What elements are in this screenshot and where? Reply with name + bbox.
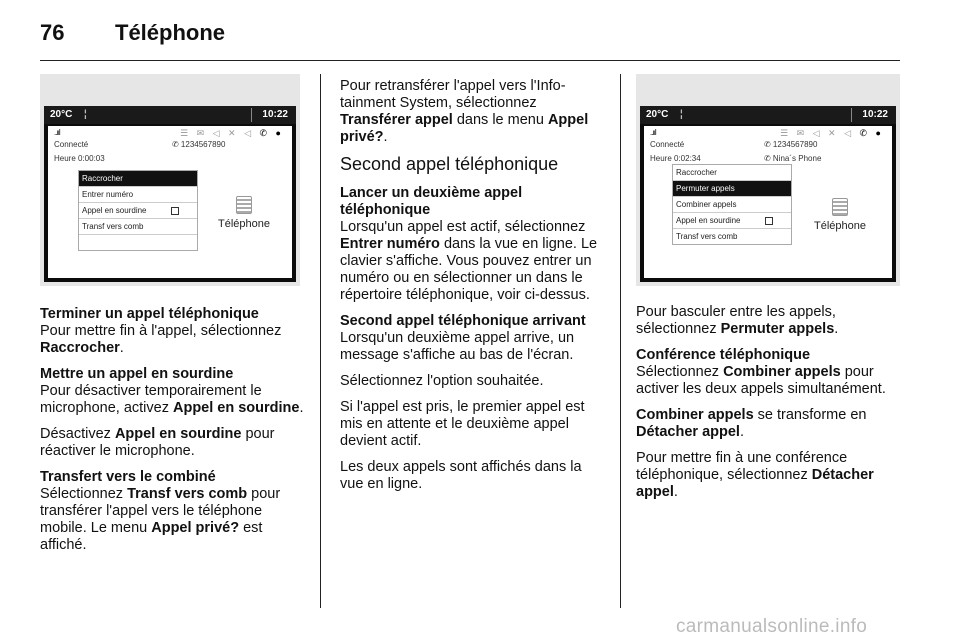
paragraph: Sélectionnez Transf vers comb pour transférer l'appel vers le téléphone mobile. Le menu Appel privé? est affiché. [40,486,281,553]
paragraph: Pour retransférer l'appel vers l'Info-tainment System, sélectionnez Transférer appel dans le menu Appel privé?. [340,78,589,145]
status-bar [640,106,896,124]
phone-icon [832,198,848,216]
watermark: carmanualsonline.info [676,616,868,637]
section-title: Second appel téléphonique [340,154,559,174]
paragraph: Pour mettre fin à une conférence téléphonique, sélectionnez Détacher appel. [636,450,874,500]
paragraph: Les deux appels sont affichés dans la vue en ligne. [340,459,582,492]
temperature: 20°C [646,109,669,120]
connection-status: Connecté [650,140,685,149]
call-panel [644,126,892,278]
page-title: Téléphone [115,20,226,45]
separator-icon: ¦ [680,109,683,120]
phone-label: Téléphone [814,220,866,232]
connection-status: Connecté [54,140,89,149]
menu-item-entrer-numero[interactable]: Entrer numéro [79,187,197,203]
paragraph: Sélectionnez Combiner appels pour activer les deux appels simultanément. [636,364,886,397]
menu-item-label: Appel en sourdine [82,206,147,215]
menu-item-combiner[interactable]: Combiner appels [673,197,791,213]
temperature: 20°C [50,109,73,120]
screenshot-second-call [636,74,900,286]
status-icons: ☰ ✉ ◁ ✕ ◁ ✆ ● [180,128,284,138]
menu-item-transf-comb[interactable]: Transf vers comb [676,232,738,241]
menu-item-raccrocher[interactable]: Raccrocher [673,165,791,181]
heading-transfert: Transfert vers le combiné [40,469,216,485]
clock: 10:22 [262,109,288,120]
column-2 [340,78,608,502]
call-menu [672,164,792,245]
caller-number: ✆ 1234567890 [764,140,818,149]
menu-item-empty [79,235,197,250]
menu-item-sourdine[interactable] [79,203,197,219]
paragraph: Pour basculer entre les appels, sélectionnez Permuter appels. [636,304,839,337]
separator [851,108,852,122]
separator-icon: ¦ [84,109,87,120]
call-duration: Heure 0:00:03 [54,154,105,163]
column-divider [620,74,621,608]
page-number: 76 [40,20,65,45]
header-rule [40,60,900,61]
paragraph: Sélectionnez l'option souhaitée. [340,373,544,389]
caller-number: ✆ 1234567890 [172,140,226,149]
separator [251,108,252,122]
status-icons: ☰ ✉ ◁ ✕ ◁ ✆ ● [780,128,884,138]
signal-icon: ..ııl [54,128,60,137]
checkbox-icon [765,217,773,225]
phone-icon [236,196,252,214]
heading-arrivant: Second appel téléphonique arrivant [340,313,586,329]
menu-item-transf-comb[interactable]: Transf vers comb [79,219,197,235]
column-divider [320,74,321,608]
paragraph: Lorsqu'un appel est actif, sélectionnez Entrer numéro dans la vue en ligne. Le clavier s'affiche. Vous pouvez entrer un numéro ou en sélectionner un dans le répertoire téléphonique, voir ci-dessus. [340,219,598,303]
infotainment-screen [640,106,896,282]
call-panel [48,126,292,278]
heading-conference: Conférence téléphonique [636,347,811,363]
infotainment-screen [44,106,296,282]
status-bar [44,106,296,124]
caller-name: ✆ Nina´s Phone [764,154,822,163]
heading-lancer: Lancer un deuxième appel téléphonique [340,185,523,218]
paragraph: Pour désactiver temporairement le microphone, activez Appel en sourdine. [40,383,304,416]
paragraph: Désactivez Appel en sourdine pour réactiver le microphone. [40,426,275,459]
clock: 10:22 [862,109,888,120]
paragraph: Combiner appels se transforme en Détacher appel. [636,407,867,440]
paragraph: Pour mettre fin à l'appel, sélectionnez Raccrocher. [40,323,282,356]
screenshot-call-menu [40,74,300,286]
menu-item-raccrocher[interactable]: Raccrocher [79,171,197,187]
column-1 [40,306,310,563]
heading-sourdine: Mettre un appel en sourdine [40,366,234,382]
menu-item-permuter[interactable]: Permuter appels [673,181,791,197]
menu-item-sourdine[interactable] [673,213,791,229]
phone-label: Téléphone [218,218,270,230]
heading-terminer: Terminer un appel téléphonique [40,306,259,322]
signal-icon: ..ııl [650,128,656,137]
menu-item-label: Appel en sourdine [676,216,741,225]
column-3 [636,304,902,510]
checkbox-icon [171,207,179,215]
call-menu [78,170,198,251]
page-header [0,0,960,64]
paragraph: Lorsqu'un deuxième appel arrive, un message s'affiche au bas de l'écran. [340,330,575,363]
call-duration: Heure 0:02:34 [650,154,701,163]
paragraph: Si l'appel est pris, le premier appel est mis en attente et le deuxième appel devient actif. [340,399,585,449]
